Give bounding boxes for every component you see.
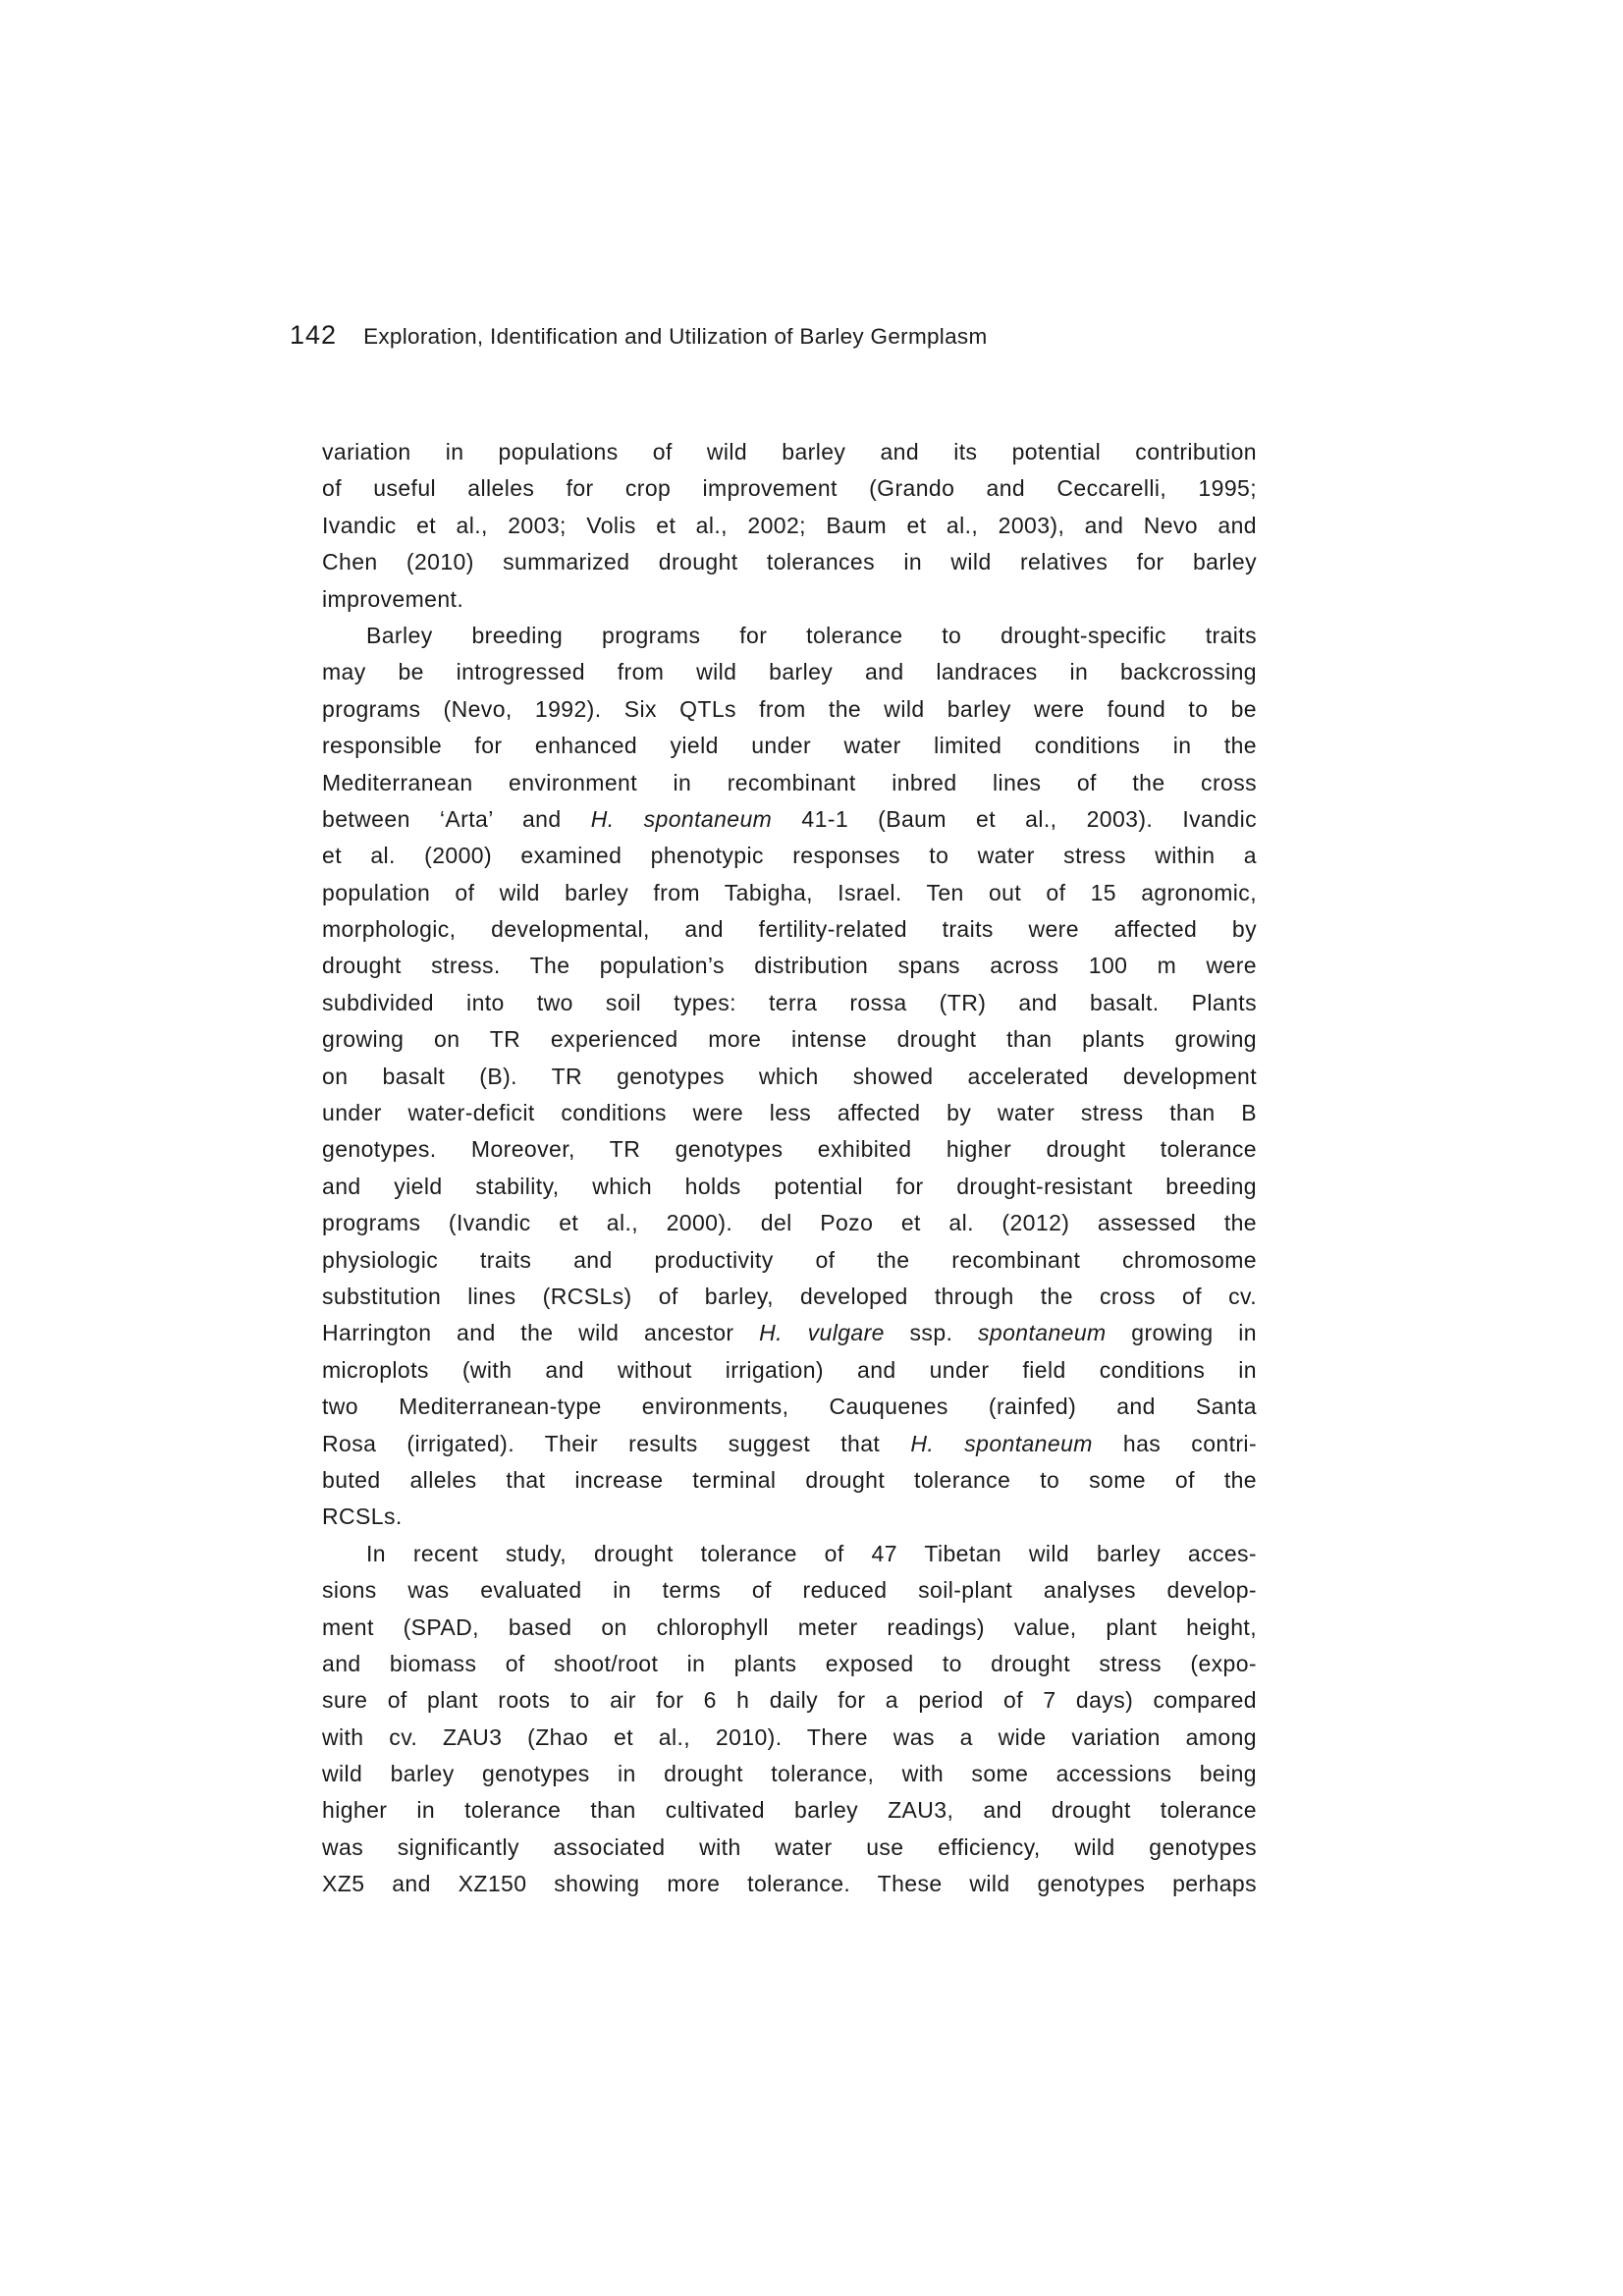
text-segment: In recent study, drought tolerance of 47 Tibetan wild barley acces- bbox=[366, 1540, 1257, 1566]
text-line bbox=[322, 838, 1257, 874]
text-line bbox=[322, 654, 1257, 690]
italic-text-segment: H. spontaneum bbox=[910, 1430, 1093, 1456]
text-segment: ssp. bbox=[884, 1320, 978, 1346]
text-segment: programs (Nevo, 1992). Six QTLs from the wild barley were found to be bbox=[322, 695, 1257, 722]
text-segment: responsible for enhanced yield under water limited conditions in the bbox=[322, 733, 1257, 759]
text-line bbox=[322, 875, 1257, 911]
text-segment: two Mediterranean-type environments, Cauquenes (rainfed) and Santa bbox=[322, 1394, 1257, 1420]
text-line bbox=[322, 1720, 1257, 1756]
text-segment: under water-deficit conditions were less affected by water stress than B bbox=[322, 1100, 1257, 1126]
text-line bbox=[322, 1646, 1257, 1682]
text-segment: Mediterranean environment in recombinant inbred lines of the cross bbox=[322, 769, 1257, 795]
italic-text-segment: spontaneum bbox=[978, 1320, 1107, 1346]
text-segment: physiologic traits and productivity of the recombinant chromosome bbox=[322, 1246, 1257, 1273]
text-line bbox=[322, 581, 1257, 618]
text-line bbox=[322, 765, 1257, 801]
text-line bbox=[322, 618, 1257, 654]
text-segment: RCSLs. bbox=[322, 1503, 403, 1530]
text-line bbox=[322, 470, 1257, 507]
text-segment: between ‘Arta’ and bbox=[322, 805, 591, 832]
text-line bbox=[322, 911, 1257, 948]
text-segment: buted alleles that increase terminal drought tolerance to some of the bbox=[322, 1466, 1257, 1493]
text-line bbox=[322, 1059, 1257, 1095]
text-line bbox=[322, 728, 1257, 764]
text-line bbox=[322, 544, 1257, 580]
text-segment: substitution lines (RCSLs) of barley, developed through the cross of cv. bbox=[322, 1283, 1257, 1309]
text-segment: higher in tolerance than cultivated barley ZAU3, and drought tolerance bbox=[322, 1797, 1257, 1824]
italic-text-segment: H. spontaneum bbox=[590, 805, 773, 832]
text-segment: ment (SPAD, based on chlorophyll meter readings) value, plant height, bbox=[322, 1613, 1257, 1640]
text-line bbox=[322, 1169, 1257, 1205]
text-segment: variation in populations of wild barley and its potential contribution bbox=[322, 439, 1257, 465]
text-line bbox=[322, 1279, 1257, 1315]
text-segment: programs (Ivandic et al., 2000). del Pozo et al. (2012) assessed the bbox=[322, 1210, 1257, 1236]
text-line bbox=[322, 1462, 1257, 1499]
text-line bbox=[322, 1352, 1257, 1389]
text-line bbox=[322, 1205, 1257, 1241]
text-line bbox=[322, 508, 1257, 544]
text-segment: sions was evaluated in terms of reduced soil-plant analyses develop- bbox=[322, 1577, 1257, 1604]
text-segment: sure of plant roots to air for 6 h daily for a period of 7 days) compared bbox=[322, 1687, 1257, 1714]
text-segment: growing in bbox=[1106, 1320, 1257, 1346]
page-number: 142 bbox=[290, 320, 338, 350]
text-segment: and yield stability, which holds potential for drought-resistant breeding bbox=[322, 1173, 1257, 1199]
running-head bbox=[290, 320, 988, 351]
running-title: Exploration, Identification and Utilization of Barley Germplasm bbox=[363, 324, 988, 349]
text-segment: has contri- bbox=[1092, 1430, 1258, 1456]
text-segment: microplots (with and without irrigation) and under field conditions in bbox=[322, 1356, 1257, 1383]
text-segment: Harrington and the wild ancestor bbox=[322, 1320, 760, 1346]
text-segment: Chen (2010) summarized drought tolerances in wild relatives for barley bbox=[322, 549, 1257, 575]
text-line bbox=[322, 1315, 1257, 1351]
text-segment: Rosa (irrigated). Their results suggest that bbox=[322, 1430, 911, 1456]
text-line bbox=[322, 1095, 1257, 1131]
text-segment: population of wild barley from Tabigha, Israel. Ten out of 15 agronomic, bbox=[322, 879, 1257, 905]
text-line bbox=[322, 1572, 1257, 1609]
text-segment: subdivided into two soil types: terra rossa (TR) and basalt. Plants bbox=[322, 989, 1257, 1015]
text-segment: improvement. bbox=[322, 585, 464, 612]
text-line bbox=[322, 1426, 1257, 1462]
text-segment: on basalt (B). TR genotypes which showed accelerated development bbox=[322, 1063, 1257, 1089]
text-segment: and biomass of shoot/root in plants exposed to drought stress (expo- bbox=[322, 1650, 1257, 1676]
text-segment: growing on TR experienced more intense drought than plants growing bbox=[322, 1026, 1257, 1053]
text-segment: wild barley genotypes in drought tolerance, with some accessions being bbox=[322, 1761, 1257, 1787]
text-segment: morphologic, developmental, and fertility-related traits were affected by bbox=[322, 916, 1257, 943]
text-segment: Barley breeding programs for tolerance to drought-specific traits bbox=[366, 622, 1257, 648]
text-segment: drought stress. The population’s distribution spans across 100 m were bbox=[322, 953, 1257, 979]
text-line bbox=[322, 1682, 1257, 1719]
text-line bbox=[322, 1131, 1257, 1168]
text-segment: Ivandic et al., 2003; Volis et al., 2002; Baum et al., 2003), and Nevo and bbox=[322, 512, 1257, 538]
text-line bbox=[322, 1792, 1257, 1829]
text-segment: with cv. ZAU3 (Zhao et al., 2010). There was a wide variation among bbox=[322, 1723, 1257, 1750]
text-segment: of useful alleles for crop improvement (Grando and Ceccarelli, 1995; bbox=[322, 475, 1257, 502]
text-segment: may be introgressed from wild barley and landraces in backcrossing bbox=[322, 659, 1257, 685]
text-line bbox=[322, 1499, 1257, 1535]
text-line bbox=[322, 1242, 1257, 1279]
text-line bbox=[322, 1610, 1257, 1646]
text-line bbox=[322, 1536, 1257, 1572]
text-line bbox=[322, 691, 1257, 728]
text-line bbox=[322, 1389, 1257, 1425]
text-line bbox=[322, 1866, 1257, 1902]
text-segment: XZ5 and XZ150 showing more tolerance. These wild genotypes perhaps bbox=[322, 1871, 1257, 1897]
text-line bbox=[322, 1830, 1257, 1866]
text-line bbox=[322, 434, 1257, 470]
text-line bbox=[322, 985, 1257, 1021]
text-segment: et al. (2000) examined phenotypic responses to water stress within a bbox=[322, 843, 1257, 869]
body-text-block bbox=[322, 434, 1257, 1903]
text-segment: 41-1 (Baum et al., 2003). Ivandic bbox=[772, 805, 1257, 832]
text-line bbox=[322, 1021, 1257, 1058]
italic-text-segment: H. vulgare bbox=[759, 1320, 885, 1346]
text-line bbox=[322, 801, 1257, 838]
text-segment: genotypes. Moreover, TR genotypes exhibited higher drought tolerance bbox=[322, 1136, 1257, 1163]
text-line bbox=[322, 1756, 1257, 1792]
text-line bbox=[322, 948, 1257, 984]
text-segment: was significantly associated with water use efficiency, wild genotypes bbox=[322, 1833, 1257, 1860]
